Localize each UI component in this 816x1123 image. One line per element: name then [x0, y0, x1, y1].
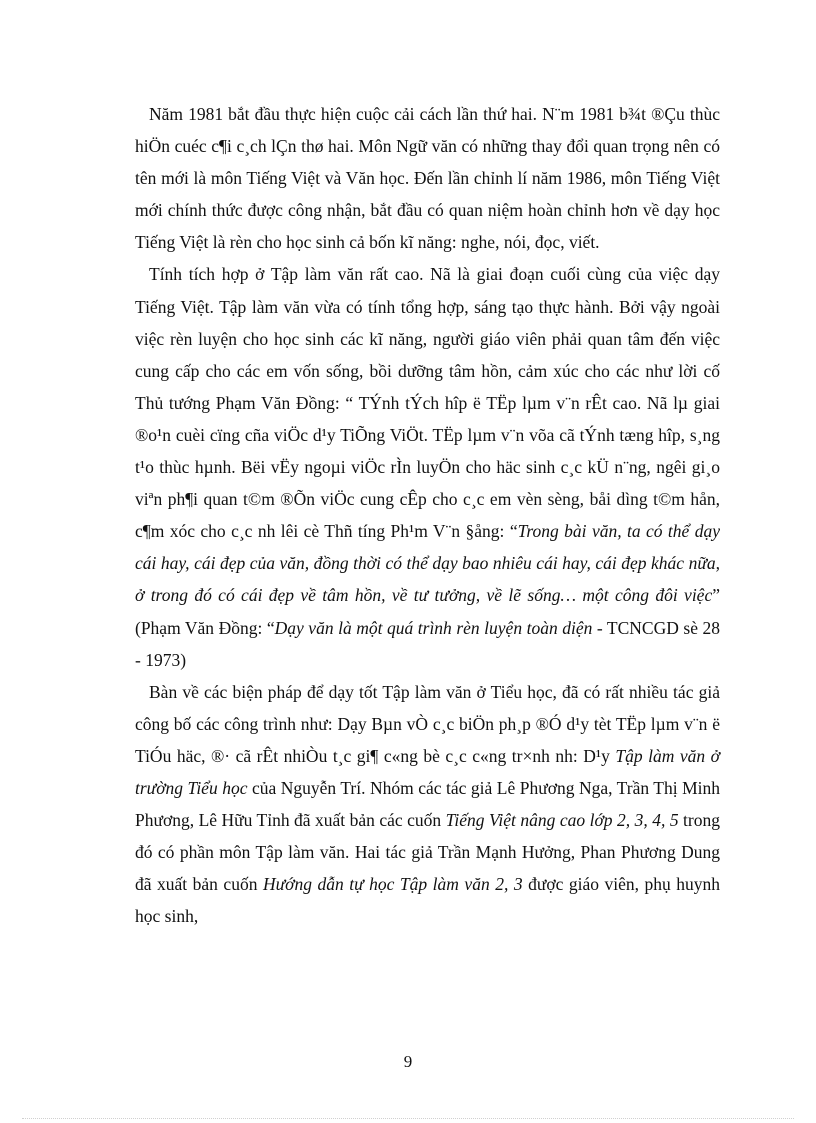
source-title-italic: Dạy văn là một quá trình rèn luyện toàn diện — [274, 617, 593, 638]
text-segment: trong đó có phần môn Tập làm văn. Hai tác giả Trần Mạnh Hưởng, Phan Phương Dung đã xuất bản cuốn — [135, 810, 720, 895]
book-title-italic: Tiếng Việt nâng cao lớp 2, 3, 4, 5 — [445, 810, 679, 831]
text-segment: Bàn về các biện pháp để dạy tốt Tập làm văn ở Tiểu học, đã có rất nhiều tác giả công bố các công trình như: Dạy Bµn vÒ c¸c biÖn ph¸p ®Ó d¹y tèt TËp lµm v¨n ë TiÓu häc, ®· cã rÊt nhiÒu t¸c gi¶ c«ng bè c¸c c«ng tr×nh nh: D¹y — [135, 681, 720, 766]
page-number: 9 — [403, 1052, 413, 1071]
paragraph-1 — [135, 98, 720, 258]
book-title-italic: Hướng dẫn tự học Tập làm văn 2, 3 — [262, 874, 523, 895]
quote-italic: Trong bài văn, ta có thể dạy cái hay, cái đẹp của văn, đồng thời có thể dạy bao nhiêu cái hay, cái đẹp khác nữa, ở trong đó có cái đẹp về tâm hồn, về tư tưởng, về lẽ sống… một công đôi việc — [135, 521, 720, 606]
paragraph-3 — [135, 676, 720, 933]
text-segment: Tính tích hợp ở Tập làm văn rất cao. Nã là giai đoạn cuối cùng của việc dạy Tiếng Việt. Tập làm văn vừa có tính tổng hợp, sáng tạo thực hành. Bởi vậy ngoài việc rèn luyện cho học sinh các kĩ năng, người giáo viên phải quan tâm đến việc cung cấp cho các em vốn sống, bồi dưỡng tâm hồn, cảm xúc cho các như lời cố Thủ tướng Phạm Văn Đồng: “ TÝnh tÝch hîp ë TËp lµm v¨n rÊt cao. Nã lµ giai ®o¹n cuèi cïng cña viÖc d¹y TiÕng ViÖt. TËp lµm v¨n võa cã tÝnh tæng hîp, s¸ng t¹o thùc hµnh. Bëi vËy ngoµi viÖc rÌn luyÖn cho häc sinh c¸c kÜ n¨ng, ngêi gi¸o viªn ph¶i quan t©m ®Õn viÖc cung cÊp cho c¸c em vèn sèng, båi dìng t©m hån, c¶m xóc cho c¸c nh lêi cè Thñ tíng Ph¹m V¨n §ång: “ — [135, 264, 720, 542]
page-bottom-divider — [22, 1118, 794, 1119]
text-segment: ” (Phạm Văn Đồng: “ — [135, 585, 720, 638]
text-segment: của Nguyễn Trí. Nhóm các tác giả Lê Phương Nga, Trần Thị Minh Phương, Lê Hữu Tỉnh đã xuất bản các cuốn — [135, 777, 720, 831]
text-segment: - TCNCGD sè 28 - 1973) — [135, 617, 721, 670]
text-segment: Năm 1981 bắt đầu thực hiện cuộc cải cách lần thứ hai. N¨m 1981 b¾t ®Çu thùc hiÖn cuéc c¶i c¸ch lÇn thø hai. Môn Ngữ văn có những thay đổi quan trọng nên có tên mới là môn Tiếng Việt và Văn học. Đến lần chỉnh lí năm 1986, môn Tiếng Việt mới chính thức được công nhận, bắt đầu có quan niệm hoàn chỉnh hơn về dạy học Tiếng Việt là rèn cho học sinh cả bốn kĩ năng: nghe, nói, đọc, viết. — [135, 104, 720, 253]
paragraph-2 — [135, 258, 720, 675]
body-text — [135, 98, 720, 932]
book-title-italic: Tập làm văn ở trường Tiểu học — [135, 745, 720, 798]
text-segment: được giáo viên, phụ huynh học sinh, — [135, 874, 721, 927]
